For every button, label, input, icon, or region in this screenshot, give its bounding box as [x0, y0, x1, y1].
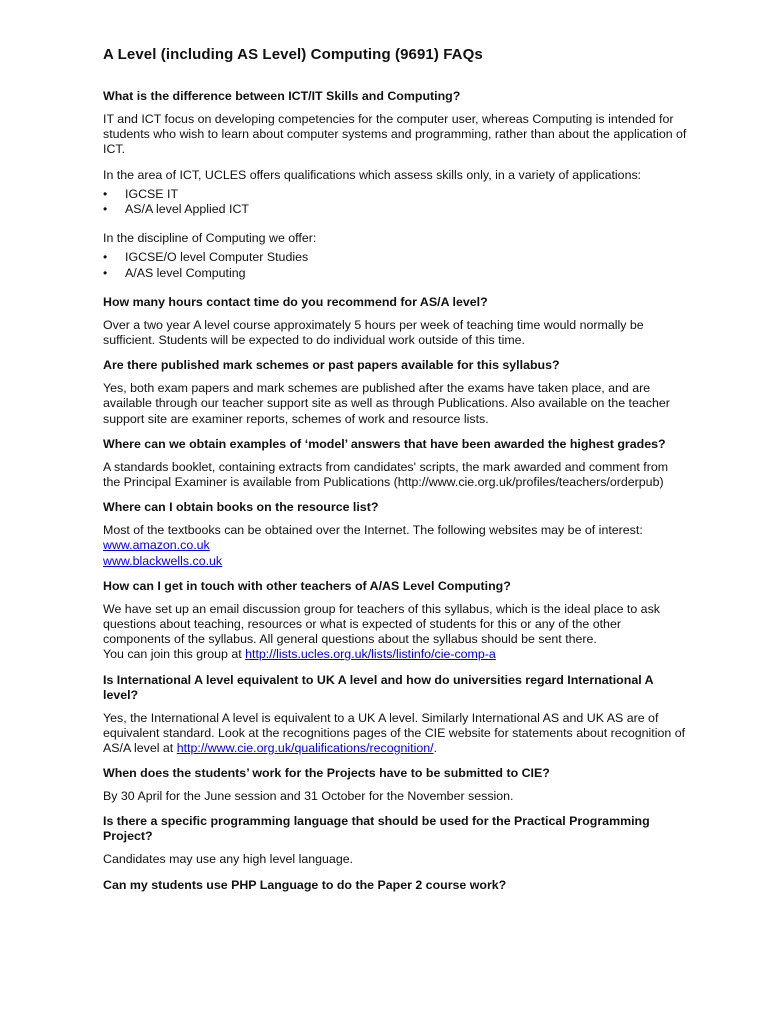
- faq-question-8: When does the students’ work for the Projects have to be submitted to CIE?: [103, 766, 550, 781]
- faq-question-2: How many hours contact time do you recommend for AS/A level?: [103, 294, 488, 309]
- page-title: A Level (including AS Level) Computing (9691) FAQs: [103, 46, 483, 63]
- faq-answer-4: A standards booklet, containing extracts from candidates' scripts, the mark awarded and comment from the Principal Examiner is available from Publications (http://www.cie.org.uk/profiles/teachers/orderpub): [103, 459, 669, 490]
- list-item: • IGCSE IT: [103, 187, 688, 202]
- faq-answer-7-end: .: [433, 741, 438, 756]
- faq-answer-1-paragraph-3: In the discipline of Computing we offer:: [103, 231, 317, 246]
- faq-question-9: Is there a specific programming language that should be used for the Practical Programming Project?: [103, 814, 650, 844]
- faq-answer-1-paragraph-2: In the area of ICT, UCLES offers qualifications which assess skills only, in a variety of applications:: [103, 167, 642, 182]
- list-item: • IGCSE/O level Computer Studies: [103, 250, 688, 265]
- list-item: • A/AS level Computing: [103, 266, 688, 281]
- discussion-group-link[interactable]: http://lists.ucles.org.uk/lists/listinfo/cie-comp-a: [245, 647, 496, 662]
- faq-answer-3: Yes, both exam papers and mark schemes are published after the exams have taken place, and are available through our teacher support site as well as through Publications. Also available on the teacher support site are examiner reports, schemes of work and resource lists.: [103, 381, 670, 426]
- blackwells-link[interactable]: www.blackwells.co.uk: [103, 553, 223, 568]
- faq-answer-9: Candidates may use any high level language.: [103, 852, 354, 867]
- faq-question-1: What is the difference between ICT/IT Skills and Computing?: [103, 89, 461, 103]
- faq-question-6: How can I get in touch with other teachers of A/AS Level Computing?: [103, 578, 511, 593]
- faq-question-3: Are there published mark schemes or past papers available for this syllabus?: [103, 358, 560, 373]
- recognition-link[interactable]: http://www.cie.org.uk/qualifications/recognition/: [176, 741, 434, 756]
- faq-question-7: Is International A level equivalent to UK A level and how do universities regard International A level?: [103, 672, 654, 702]
- computing-qualifications-list: [103, 250, 688, 280]
- ict-qualifications-list: [103, 187, 688, 217]
- faq-question-10: Can my students use PHP Language to do the Paper 2 course work?: [103, 877, 507, 892]
- faq-answer-7-text: Yes, the International A level is equivalent to a UK A level. Similarly International AS and UK AS are of equivalent standard. Look at the recognitions pages of the CIE website for statements about recognition of AS/A level at: [103, 710, 686, 756]
- faq-question-4: Where can we obtain examples of ‘model’ answers that have been awarded the highest grades?: [103, 436, 666, 451]
- faq-answer-6-text: We have set up an email discussion group for teachers of this syllabus, which is the ideal place to ask questions about teaching, resources or what is expected of students for this or any of the other components of the syllabus. All general questions about the syllabus should be sent there.: [103, 601, 660, 647]
- faq-answer-8: By 30 April for the June session and 31 October for the November session.: [103, 789, 514, 804]
- amazon-link[interactable]: www.amazon.co.uk: [103, 538, 210, 553]
- faq-answer-5-text: Most of the textbooks can be obtained over the Internet. The following websites may be of interest:: [103, 523, 643, 538]
- list-item: • AS/A level Applied ICT: [103, 202, 688, 217]
- join-group-text: You can join this group at: [103, 647, 246, 662]
- faq-question-5: Where can I obtain books on the resource list?: [103, 500, 379, 515]
- faq-answer-6: [103, 602, 688, 663]
- faq-answer-2: Over a two year A level course approximately 5 hours per week of teaching time would normally be sufficient. Students will be expected to do individual work outside of this time.: [103, 317, 644, 348]
- faq-answer-5: [103, 523, 688, 569]
- faq-answer-1-paragraph-1: IT and ICT focus on developing competencies for the computer user, whereas Computing is intended for students who wish to learn about computer systems and programming, rather than about the application of ICT.: [103, 112, 687, 157]
- faq-answer-7: [103, 711, 688, 757]
